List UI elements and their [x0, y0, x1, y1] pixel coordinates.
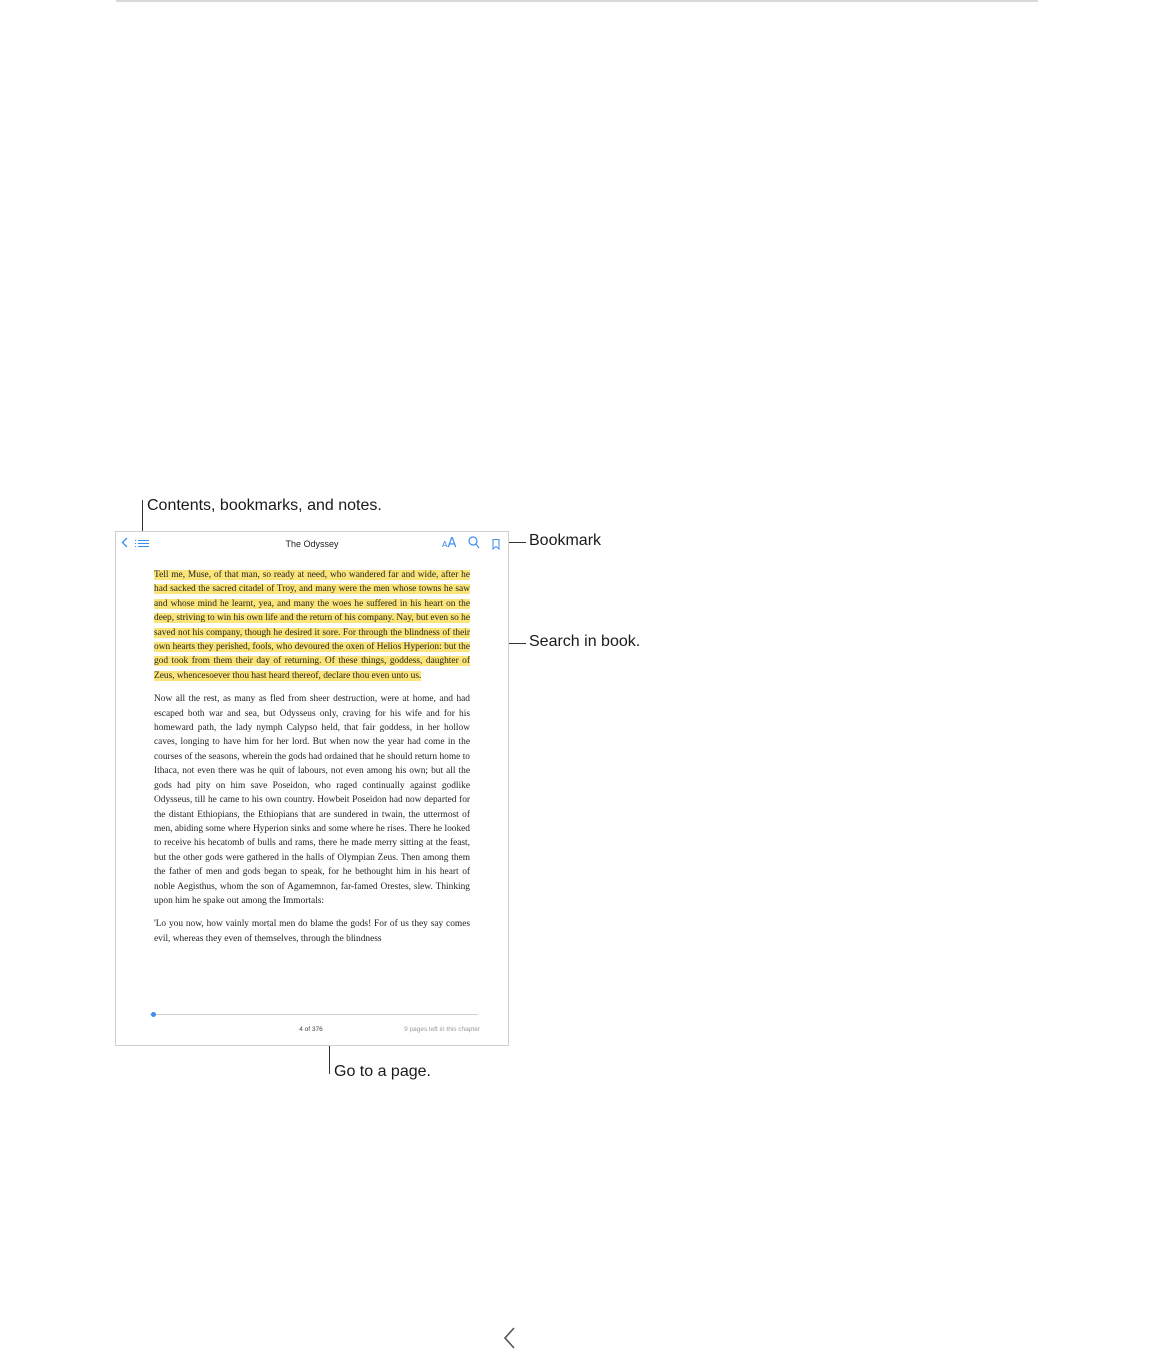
bookmark-callout-label: Bookmark: [529, 532, 602, 549]
book-reader: [115, 531, 509, 1046]
book-title: The Odyssey: [285, 539, 339, 549]
bookmark-icon[interactable]: [492, 538, 500, 552]
pages-left-in-chapter: 9 pages left in this chapter: [404, 1026, 480, 1033]
highlighted-paragraph[interactable]: Tell me, Muse, of that man, so ready at need, who wandered far and wide, after he had sacked the sacred citadel of Troy, and many were the men whose towns he saw and whose mind he learnt, yea, and many the woes he suffered in his heart on the deep, striving to win his own life and the return of his company. Nay, but even so he saved not his company, though he desired it sore. For through the blindness of their own hearts they perished, fools, who devoured the oxen of Helios Hyperion: but the god took from them their day of returning. Of these things, goddess, daughter of Zeus, whencesoever thou hast heard thereof, declare thou even unto us.: [154, 570, 470, 681]
top-rule: [116, 0, 1038, 2]
reader-toolbar: [116, 532, 508, 556]
contents-callout-label: Contents, bookmarks, and notes.: [147, 497, 382, 514]
page-indicator: 4 of 376: [299, 1026, 323, 1033]
page-scrubber-thumb[interactable]: [151, 1012, 156, 1017]
search-icon[interactable]: [468, 536, 480, 551]
body-paragraph: Now all the rest, as many as fled from sheer destruction, were at home, and had escaped both war and sea, but Odysseus only, craving for his wife and for his homeward path, the lady nymph Calypso held, that fair goddess, in her hollow caves, longing to have him for her lord. But when now the year had come in the courses of the seasons, wherein the gods had ordained that he should return home to Ithaca, not even there was he quit of labours, not even among his own; but all the gods had pity on him save Poseidon, who raged continually against godlike Odysseus, till he came to his own country. Howbeit Poseidon had now departed for the distant Ethiopians, the Ethiopians that are sundered in twain, the uttermost of men, abiding some where Hyperion sinks and some where he rises. There he looked to receive his hecatomb of bulls and rams, there he made merry sitting at the feast, but the other gods were gathered in the halls of Olympian Zeus. Then among them the father of men and gods began to speak, for he bethought him in his heart of noble Aegisthus, whom the son of Agamemnon, far-famed Orestes, slew. Thinking upon him he spake out among the Immortals:: [154, 694, 470, 906]
page-scrubber[interactable]: [150, 1014, 478, 1015]
chevron-left-icon[interactable]: [502, 1326, 516, 1355]
book-page-text: [154, 568, 470, 955]
search-callout-label: Search in book.: [529, 633, 641, 650]
goto-callout-label: Go to a page.: [334, 1063, 431, 1080]
font-size-icon[interactable]: AA: [442, 536, 457, 551]
body-paragraph: 'Lo you now, how vainly mortal men do blame the gods! For of us they say comes evil, whereas they even of themselves, through the blindness: [154, 919, 470, 944]
